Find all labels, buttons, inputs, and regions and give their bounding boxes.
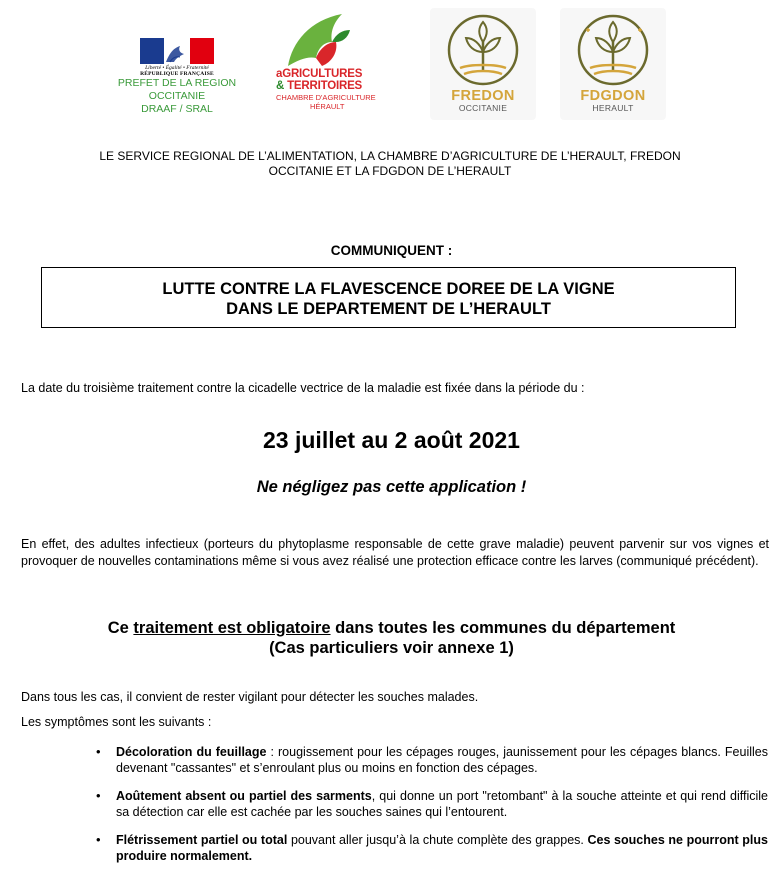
logo-chambre-agriculture — [270, 12, 380, 111]
chambre-line-2: & TERRITOIRES — [276, 80, 363, 92]
plant-emblem-icon — [430, 8, 536, 88]
rf-motto: Liberté • Égalité • Fraternité — [145, 65, 209, 71]
bullet-icon: • — [96, 788, 101, 803]
explanation-paragraph: En effet, des adultes infectieux (porteurs du phytoplasme responsable de cette grave maladie) peuvent parvenir sur vos vignes et provoquer de nouvelles contaminations même si vous avez réalisé une protection efficace contre les larves (communiqué précédent). — [21, 537, 769, 568]
fredon-sub: OCCITANIE — [458, 103, 508, 113]
obligation-line-2: (Cas particuliers voir annexe 1) — [269, 639, 514, 657]
marianne-flag-icon — [140, 38, 214, 64]
service-line-2: OCCITANIE ET LA FDGDON DE L’HERAULT — [268, 164, 512, 178]
fdgdon-sub: HERAULT — [592, 103, 634, 113]
obligation-heading — [0, 618, 783, 658]
title-line-2: DANS LE DEPARTEMENT DE L’HERAULT — [226, 300, 551, 318]
symptomes-intro: Les symptômes sont les suivants : — [21, 715, 212, 729]
fdgdon-name: FDGDON — [580, 88, 646, 104]
vigilant-text: Dans tous les cas, il convient de rester vigilant pour détecter les souches malades. — [21, 690, 479, 704]
prefet-line-2: OCCITANIE — [148, 90, 206, 102]
communiquent-label: COMMUNIQUENT : — [330, 243, 453, 258]
intro-text: La date du troisième traitement contre la cicadelle vectrice de la maladie est fixée dans la période du : — [21, 381, 585, 395]
plant-emblem-icon — [560, 8, 666, 88]
prefet-line-1: PREFET DE LA REGION — [117, 77, 237, 89]
logo-fdgdon — [555, 8, 671, 113]
prefet-line-3: DRAAF / SRAL — [141, 103, 213, 115]
chambre-line-3: CHAMBRE D'AGRICULTURE — [276, 93, 376, 102]
title-line-1: LUTTE CONTRE LA FLAVESCENCE DOREE DE LA VIGNE — [162, 280, 615, 298]
bullet-icon: • — [96, 744, 101, 759]
list-item: • Aoûtement absent ou partiel des sarments, qui donne un port "retombant" à la souche atteinte et qui rend difficile sa détection car elle est cachée par les souches saines qui l’entourent. — [96, 788, 768, 819]
bullet-icon: • — [96, 832, 101, 847]
rf-name: RÉPUBLIQUE FRANÇAISE — [140, 71, 214, 77]
symptomes-list — [96, 744, 768, 876]
obligation-underlined: traitement est obligatoire — [133, 619, 331, 637]
chambre-line-1: aGRICULTURES — [276, 68, 363, 80]
logo-prefet-occitanie — [112, 38, 242, 116]
list-item: • Flétrissement partiel ou total pouvant aller jusqu’à la chute complète des grappes. Ces souches ne pourront plus produire normalement. — [96, 832, 768, 863]
warning-text: Ne négligez pas cette application ! — [256, 478, 527, 496]
obligation-line-1: Ce traitement est obligatoire dans toutes les communes du département — [107, 619, 676, 637]
service-line-1: LE SERVICE REGIONAL DE L’ALIMENTATION, LA CHAMBRE D’AGRICULTURE DE L’HERAULT, FREDON — [99, 149, 681, 163]
fredon-name: FREDON — [451, 88, 515, 104]
date-range: 23 juillet au 2 août 2021 — [263, 427, 520, 453]
list-item: • Décoloration du feuillage : rougissement pour les cépages rouges, jaunissement pour les cépages blancs. Feuilles devenant "cassantes" et s’enroulant plus ou moins en fonction des cépages. — [96, 744, 768, 775]
title-box — [41, 267, 736, 328]
service-heading — [40, 149, 740, 179]
chambre-line-4: HÉRAULT — [310, 102, 345, 111]
chambre-leaf-icon — [280, 12, 356, 70]
logo-fredon — [430, 8, 536, 113]
